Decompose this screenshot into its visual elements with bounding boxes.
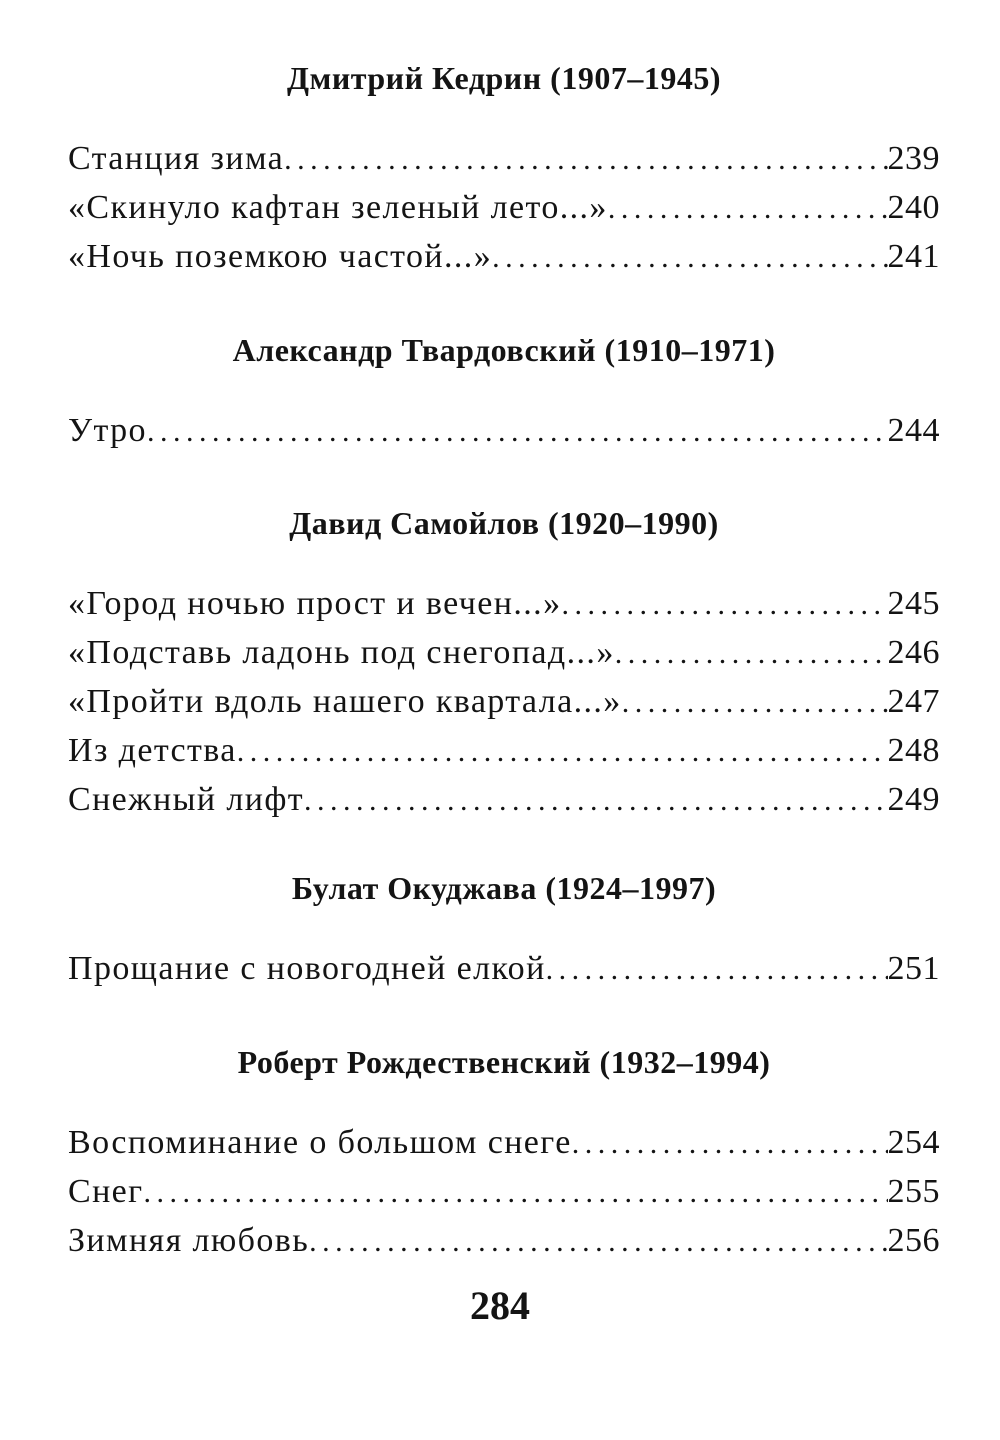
entry-title: Из детства (68, 732, 237, 769)
entry-page-number: 241 (887, 238, 940, 275)
dot-leader (304, 775, 887, 824)
entry-page-number: 245 (887, 585, 940, 622)
dot-leader (622, 677, 888, 726)
entry-page-number: 246 (887, 634, 940, 671)
entry-title: Прощание с новогодней елкой (68, 950, 546, 987)
entry-title: «Скинуло кафтан зеленый лето...» (68, 189, 608, 226)
entry-list (68, 406, 940, 455)
entry-title: «Город ночью прост и вечен...» (68, 585, 562, 622)
toc-entry (68, 579, 940, 628)
entry-title: Станция зима (68, 140, 285, 177)
entry-title: Зимняя любовь (68, 1222, 310, 1259)
toc-entry (68, 726, 940, 775)
dot-leader (147, 406, 888, 455)
dot-leader (284, 134, 887, 183)
entry-list (68, 134, 940, 281)
entry-list (68, 944, 940, 993)
dot-leader (615, 628, 888, 677)
entry-page-number: 254 (887, 1124, 940, 1161)
toc-section-rozhdestvensky (68, 1042, 940, 1265)
toc-entry (68, 183, 940, 232)
toc-section-okudzhava (68, 868, 940, 993)
toc-entry (68, 944, 940, 993)
entry-page-number: 239 (887, 140, 940, 177)
entry-page-number: 240 (887, 189, 940, 226)
toc-entry (68, 134, 940, 183)
dot-leader (561, 579, 887, 628)
entry-page-number: 244 (887, 412, 940, 449)
entry-page-number: 256 (887, 1222, 940, 1259)
author-heading: Александр Твардовский (1910–1971) (232, 332, 776, 368)
entry-title: «Ночь поземкою частой...» (68, 238, 493, 275)
entry-page-number: 248 (887, 732, 940, 769)
entry-list (68, 1118, 940, 1265)
entry-title: Утро (68, 412, 147, 449)
dot-leader (546, 944, 888, 993)
toc-entry (68, 1167, 940, 1216)
toc-entry (68, 628, 940, 677)
dot-leader (608, 183, 888, 232)
page-number: 284 (470, 1283, 530, 1328)
entry-page-number: 251 (887, 950, 940, 987)
dot-leader (144, 1167, 888, 1216)
entry-title: «Подставь ладонь под снегопад...» (68, 634, 615, 671)
entry-page-number: 247 (887, 683, 940, 720)
toc-entry (68, 677, 940, 726)
entry-page-number: 255 (887, 1173, 940, 1210)
entry-list (68, 579, 940, 824)
dot-leader (572, 1118, 888, 1167)
toc-entry (68, 775, 940, 824)
dot-leader (237, 726, 888, 775)
author-heading: Давид Самойлов (1920–1990) (289, 505, 719, 541)
toc-section-tvardovsky (68, 330, 940, 455)
entry-title: Снег (68, 1173, 144, 1210)
author-heading: Роберт Рождественский (1932–1994) (237, 1044, 771, 1080)
dot-leader (309, 1216, 887, 1265)
toc-entry (68, 1118, 940, 1167)
toc-entry (68, 406, 940, 455)
toc-section-samoylov (68, 503, 940, 824)
entry-page-number: 249 (887, 781, 940, 818)
entry-title: Воспоминание о большом снеге (68, 1124, 572, 1161)
toc-section-kedrin (68, 58, 940, 281)
author-heading: Дмитрий Кедрин (1907–1945) (287, 60, 721, 96)
entry-title: «Пройти вдоль нашего квартала...» (68, 683, 622, 720)
toc-entry (68, 1216, 940, 1265)
dot-leader (492, 232, 887, 281)
author-heading: Булат Окуджава (1924–1997) (291, 870, 717, 906)
entry-title: Снежный лифт (68, 781, 305, 818)
toc-entry (68, 232, 940, 281)
